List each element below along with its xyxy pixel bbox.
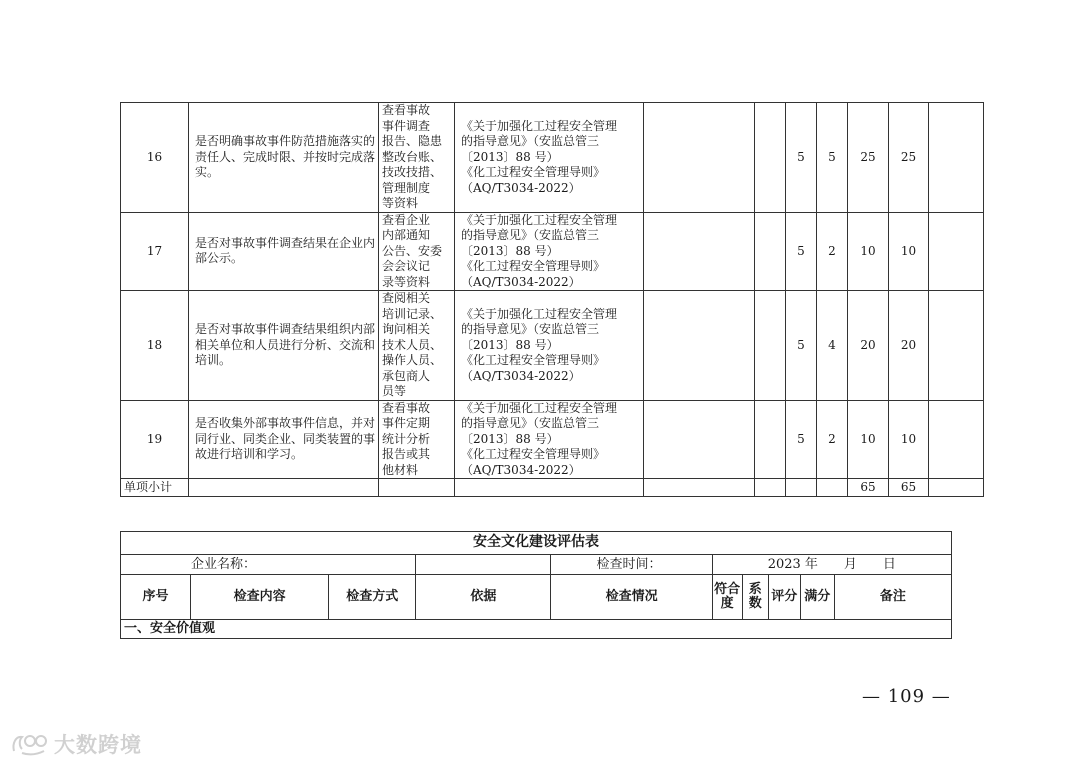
score: 5 bbox=[817, 103, 848, 213]
table-row bbox=[121, 103, 984, 213]
company-name-value bbox=[416, 555, 551, 575]
check-situation bbox=[644, 400, 755, 479]
full-score: 10 bbox=[889, 212, 929, 291]
row-number: 18 bbox=[121, 291, 189, 401]
empty-cell bbox=[455, 479, 644, 497]
header-conform: 符合度 bbox=[712, 575, 742, 620]
check-content: 是否对事故事件调查结果组织内部相关单位和人员进行分析、交流和培训。 bbox=[189, 291, 379, 401]
basis: 《关于加强化工过程安全管理 的指导意见》（安监总管三 〔2013〕88 号） 《化工过程安全管理导则》 （AQ/T3034-2022） bbox=[455, 400, 644, 479]
subtotal-got: 65 bbox=[848, 479, 889, 497]
coefficient: 5 bbox=[786, 400, 817, 479]
remark bbox=[929, 103, 984, 213]
header-coef: 系数 bbox=[742, 575, 768, 620]
subtotal-full: 65 bbox=[889, 479, 929, 497]
score: 2 bbox=[817, 212, 848, 291]
full-score: 10 bbox=[889, 400, 929, 479]
header-num: 序号 bbox=[121, 575, 191, 620]
page-number: — 109 — bbox=[862, 686, 951, 707]
check-method: 查看企业 内部通知 公告、安委 会会议记 录等资料 bbox=[379, 212, 455, 291]
check-content: 是否对事故事件调查结果在企业内部公示。 bbox=[189, 212, 379, 291]
table-row bbox=[121, 212, 984, 291]
empty-cell bbox=[644, 479, 755, 497]
remark bbox=[929, 400, 984, 479]
check-method: 查看事故 事件调查 报告、隐患 整改台账、 技改技措、 管理制度 等资料 bbox=[379, 103, 455, 213]
score: 4 bbox=[817, 291, 848, 401]
check-time-label: 检查时间： bbox=[551, 555, 712, 575]
check-situation bbox=[644, 103, 755, 213]
check-method: 查阅相关 培训记录、 询问相关 技术人员、 操作人员、 承包商人 员等 bbox=[379, 291, 455, 401]
assessment-table-continued bbox=[120, 102, 984, 497]
header-score: 评分 bbox=[768, 575, 800, 620]
coefficient: 5 bbox=[786, 103, 817, 213]
table-body bbox=[121, 103, 984, 497]
conformity bbox=[755, 291, 786, 401]
safety-culture-assessment-table bbox=[120, 531, 952, 639]
check-situation bbox=[644, 212, 755, 291]
basis: 《关于加强化工过程安全管理 的指导意见》（安监总管三 〔2013〕88 号） 《化工过程安全管理导则》 （AQ/T3034-2022） bbox=[455, 212, 644, 291]
check-date: 2023 年 月 日 bbox=[712, 555, 951, 575]
empty-cell bbox=[379, 479, 455, 497]
check-method: 查看事故 事件定期 统计分析 报告或其 他材料 bbox=[379, 400, 455, 479]
empty-cell bbox=[929, 479, 984, 497]
watermark bbox=[10, 729, 142, 759]
row-number: 16 bbox=[121, 103, 189, 213]
got-score: 25 bbox=[848, 103, 889, 213]
remark bbox=[929, 212, 984, 291]
check-content: 是否明确事故事件防范措施落实的责任人、完成时限、并按时完成落实。 bbox=[189, 103, 379, 213]
coefficient: 5 bbox=[786, 291, 817, 401]
check-content: 是否收集外部事故事件信息，并对同行业、同类企业、同类装置的事故进行培训和学习。 bbox=[189, 400, 379, 479]
empty-cell bbox=[786, 479, 817, 497]
score: 2 bbox=[817, 400, 848, 479]
coefficient: 5 bbox=[786, 212, 817, 291]
header-full: 满分 bbox=[800, 575, 834, 620]
empty-cell bbox=[189, 479, 379, 497]
got-score: 20 bbox=[848, 291, 889, 401]
watermark-logo-icon bbox=[10, 731, 50, 757]
basis: 《关于加强化工过程安全管理 的指导意见》（安监总管三 〔2013〕88 号） 《化工过程安全管理导则》 （AQ/T3034-2022） bbox=[455, 103, 644, 213]
empty-cell bbox=[817, 479, 848, 497]
watermark-text: 大数跨境 bbox=[54, 733, 142, 757]
section-heading: 一、安全价值观 bbox=[121, 620, 952, 639]
conformity bbox=[755, 103, 786, 213]
conformity bbox=[755, 400, 786, 479]
got-score: 10 bbox=[848, 400, 889, 479]
row-number: 19 bbox=[121, 400, 189, 479]
subtotal-label: 单项小计 bbox=[121, 479, 189, 497]
table-row bbox=[121, 291, 984, 401]
header-method: 检查方式 bbox=[329, 575, 416, 620]
got-score: 10 bbox=[848, 212, 889, 291]
header-content: 检查内容 bbox=[191, 575, 329, 620]
header-remark: 备注 bbox=[834, 575, 951, 620]
subtotal-row bbox=[121, 479, 984, 497]
header-situation: 检查情况 bbox=[551, 575, 712, 620]
row-number: 17 bbox=[121, 212, 189, 291]
header-basis: 依据 bbox=[416, 575, 551, 620]
full-score: 20 bbox=[889, 291, 929, 401]
company-name-label: 企业名称： bbox=[121, 555, 416, 575]
table-row bbox=[121, 400, 984, 479]
basis: 《关于加强化工过程安全管理 的指导意见》（安监总管三 〔2013〕88 号） 《化工过程安全管理导则》 （AQ/T3034-2022） bbox=[455, 291, 644, 401]
remark bbox=[929, 291, 984, 401]
table-title: 安全文化建设评估表 bbox=[121, 532, 952, 555]
full-score: 25 bbox=[889, 103, 929, 213]
conformity bbox=[755, 212, 786, 291]
check-situation bbox=[644, 291, 755, 401]
empty-cell bbox=[755, 479, 786, 497]
